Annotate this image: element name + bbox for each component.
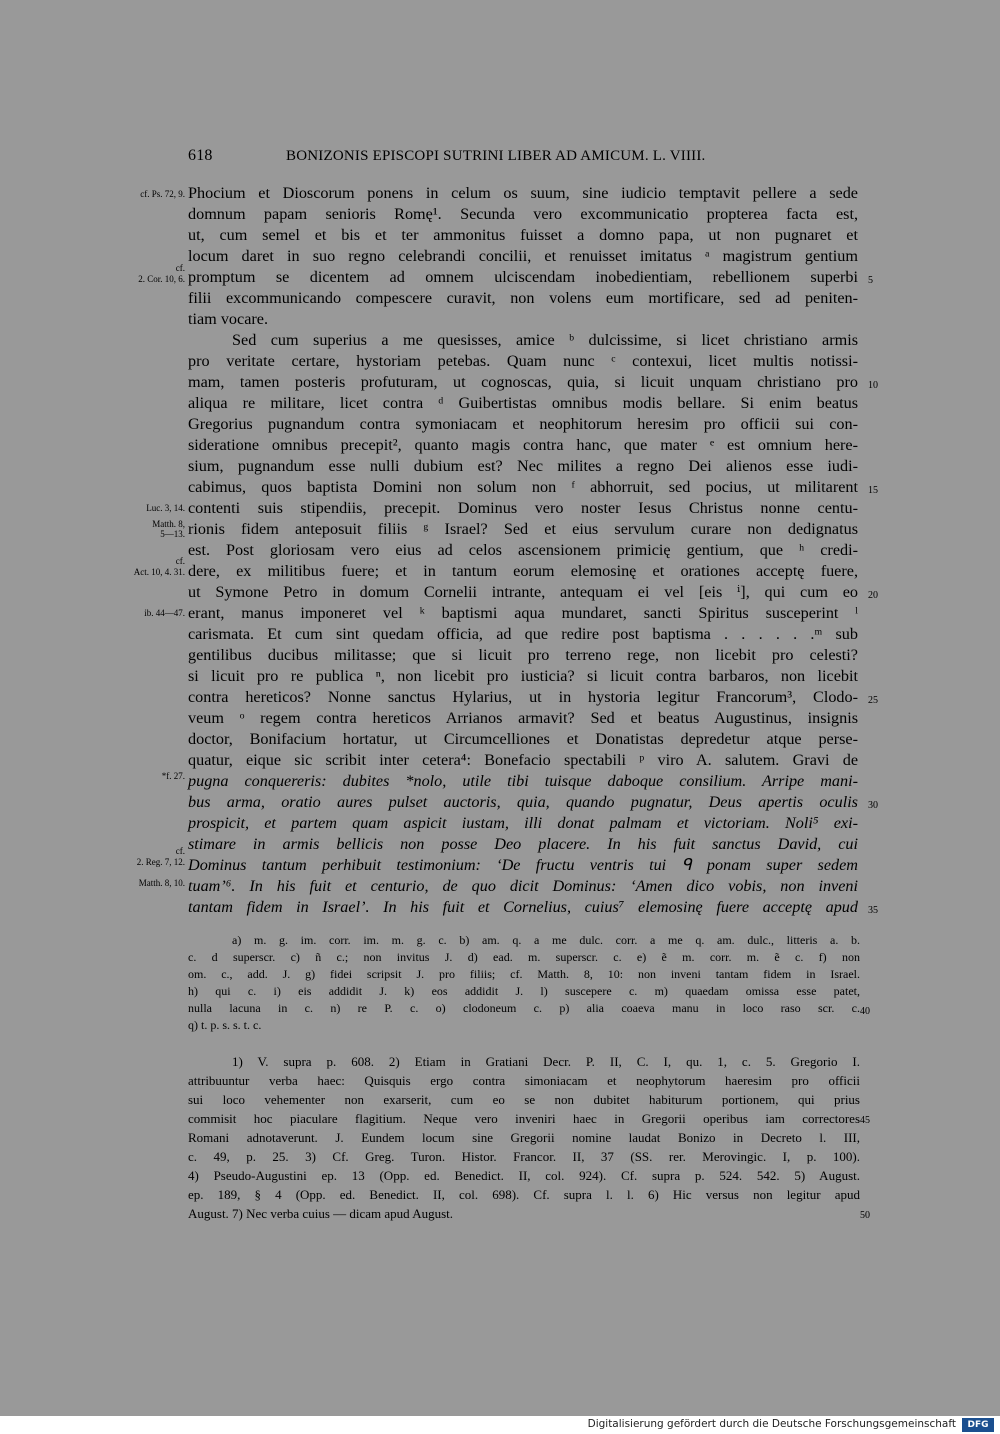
margin-note: Matth. 8, 10.: [138, 878, 185, 888]
text-line: carismata. Et cum sint quedam officia, ad que redire post baptisma . . . . . .ᵐ sub: [188, 625, 858, 643]
text-line: locum daret in suo regno celebrandi concilii, et renuisset imitatus ᵃ magistrum gentium: [188, 247, 858, 265]
page-number: 618: [188, 147, 213, 164]
text-line: promptum se dicentem ad omnem ulciscendam inobedientiam, rebellionem superbi: [188, 268, 858, 286]
footnote-line: August. 7) Nec verba cuius — dicam apud August.: [188, 1206, 454, 1221]
line-number: 45: [860, 1115, 870, 1126]
text-line: Gregorius pugnandum contra symoniacam et neophitorum heresim pro officii sui con-: [188, 415, 858, 433]
footnote-line: sui loco vehementer non exarserit, cum eo se non dubitet habiturum portionem, qui prius: [188, 1092, 860, 1107]
footnote-line: 4) Pseudo-Augustini ep. 13 (Opp. ed. Benedict. II, col. 924). Cf. supra p. 524. 542. 5) August.: [188, 1168, 860, 1183]
margin-note: 2. Cor. 10, 6.: [138, 274, 185, 284]
funding-credit: Digitalisierung gefördert durch die Deutsche Forschungsgemeinschaft: [587, 1418, 956, 1430]
text-line: gentilibus ducibus militasse; que si licuit pro terreno rege, non licebit pro celesti?: [188, 646, 858, 664]
text-line: aliqua re militare, licet contra ᵈ Guibertistas omnibus modis bellare. Si enim beatus: [188, 394, 858, 412]
text-line: Dominus tantum perhibuit testimonium: ‘De fructu ventris tui ᑫ ponam super sedem: [188, 856, 858, 874]
margin-note: Luc. 3, 14.: [146, 503, 185, 513]
margin-note: cf.: [175, 556, 185, 566]
footnote-line: Romani adnotaverunt. J. Eundem locum sine Gregorii nomine laudat Bonizo in Decreto l. III,: [188, 1130, 860, 1145]
text-line: quatur, eique sic scribit inter cetera⁴: Bonefacio spectabili ᵖ viro A. salutem. Gravi de: [188, 751, 858, 769]
text-line: veum ᵒ regem contra hereticos Arrianos armavit? Sed et beatus Augustinus, insignis: [188, 709, 858, 727]
margin-note: Matth. 8,: [152, 519, 185, 529]
margin-note: cf.: [175, 263, 185, 273]
footnote-line: c. 49, p. 25. 3) Cf. Greg. Turon. Histor. Francor. II, 37 (SS. rer. Merovingic. I, p. 100).: [188, 1149, 860, 1164]
text-line: doctor, Bonifacium hortatur, ut Circumcelliones et Donatistas depredetur atque perse-: [188, 730, 858, 748]
text-line: si licuit pro re publica ⁿ, non licebit pro iusticia? si licuit contra barbaros, non licebit: [188, 667, 858, 685]
line-number: 50: [860, 1210, 870, 1221]
line-number: 30: [868, 800, 878, 811]
apparatus-line: c. d superscr. c) ñ c.; non invitus J. d) ead. m. superscr. c. e) ẽ m. corr. m. ẽ c. f) non: [188, 950, 860, 964]
margin-note: *f. 27.: [161, 771, 185, 781]
footnote-line: attribuuntur verba haec: Quisquis ergo contra simoniacam et neophytorum haeresim pro officii: [188, 1073, 860, 1088]
apparatus-line: q) t. p. s. s. t. c.: [188, 1018, 262, 1032]
line-number: 5: [868, 275, 873, 286]
text-line: Phocium et Dioscorum ponens in celum os suum, sine iudicio temptavit pellere a sede: [188, 184, 858, 202]
apparatus-line: h) qui c. i) eis addidit J. k) eos addidit J. l) suscepere c. m) quaedam omissa esse patet,: [188, 984, 860, 998]
text-line: mam, tamen posteris profuturam, ut cognoscas, quia, si licuit unquam christiano pro: [188, 373, 858, 391]
line-number: 10: [868, 380, 878, 391]
text-line: est. Post gloriosam vero eius ad celos ascensionem primicię gentium, que ʰ credi-: [188, 541, 858, 559]
footnote-line: ep. 189, § 4 (Opp. ed. Benedict. II, col. 698). Cf. supra l. l. 6) Hic versus non legitur apud: [188, 1187, 860, 1202]
running-title: BONIZONIS EPISCOPI SUTRINI LIBER AD AMICUM. L. VIIII.: [286, 148, 706, 164]
margin-note: 2. Reg. 7, 12.: [136, 857, 185, 867]
apparatus-line: om. c., add. J. g) fidei scripsit J. pro filiis; cf. Matth. 8, 10: non inveni tantam fidem in Israel.: [188, 967, 860, 981]
text-line: sideratione omnibus precepit², quanto magis contra hanc, que mater ᵉ est omnium here-: [188, 436, 858, 454]
digitization-footer: [0, 1416, 1000, 1434]
margin-note: 5—13.: [160, 529, 185, 539]
footnote-line: 1) V. supra p. 608. 2) Etiam in Gratiani Decr. P. II, C. I, qu. 1, c. 5. Gregorio I.: [232, 1054, 860, 1069]
text-line: rionis fidem anteposuit filiis ᵍ Israel? Sed et eius servulum curare non dedignatus: [188, 520, 858, 538]
line-number: 35: [868, 905, 878, 916]
margin-note: ib. 44—47.: [144, 608, 185, 618]
line-number: 40: [860, 1006, 870, 1017]
text-line: stimare in armis bellicis non posse Deo placere. In his fuit sanctus David, cui: [188, 835, 858, 853]
text-line: pugna conquereris: dubites *nolo, utile tibi tuisque daboque consilium. Arripe mani-: [188, 772, 858, 790]
text-line: cabimus, quos baptista Domini non solum non ᶠ abhorruit, sed pocius, ut militarent: [188, 478, 858, 496]
margin-note: cf.: [175, 846, 185, 856]
line-number: 15: [868, 485, 878, 496]
apparatus-line: a) m. g. im. corr. im. m. g. c. b) am. q. a me dulc. corr. a me q. am. dulc., litteris a. b.: [232, 933, 860, 947]
text-line: filii excommunicando compescere curavit, non volens eum mortificare, sed ad peniten-: [188, 289, 858, 307]
text-line: pro veritate certare, hystoriam petebas. Quam nunc ᶜ contexui, licet multis notissi-: [188, 352, 858, 370]
text-line: prospicit, et partem quam aspicit iustam, illi donat palmam et victoriam. Noli⁵ exi-: [188, 814, 858, 832]
footnote-line: commisit hoc piaculare flagitium. Neque vero inveniri haec in Gregorii operibus iam correctores: [188, 1111, 860, 1126]
text-line: contenti suis stipendiis, precepit. Dominus vero noster Iesus Christus nonne centu-: [188, 499, 858, 517]
line-number: 20: [868, 590, 878, 601]
margin-note: cf. Ps. 72, 9.: [140, 189, 185, 199]
text-line: Sed cum superius a me quesisses, amice ᵇ dulcissime, si licet christiano armis: [232, 331, 858, 349]
text-line: sium, pugnandum esse nulli dubium est? Nec milites a regno Dei alienos esse iudi-: [188, 457, 858, 475]
text-line: tiam vocare.: [188, 310, 268, 328]
text-line: domnum papam senioris Romę¹. Secunda vero excommunicatio propterea facta est,: [188, 205, 858, 223]
text-line: tantam fidem in Israel’. In his fuit et Cornelius, cuius⁷ elemosinę fuere acceptę apud: [188, 898, 858, 916]
text-line: dere, ex militibus fuere; et in tantum eorum elemosinę et orationes acceptę fuere,: [188, 562, 858, 580]
text-line: ut, cum semel et bis et ter ammonitus fuisset a domno papa, ut non pugnaret et: [188, 226, 858, 244]
text-line: bus arma, oratio aures pulset auctoris, quia, quando pugnatur, Deus apertis oculis: [188, 793, 858, 811]
apparatus-line: nulla lacuna in c. n) re P. c. o) clodoneum c. p) alia coaeva manu in loco raso scr. c.: [188, 1001, 860, 1015]
text-line: ut Symone Petro in domum Cornelii intrante, antequam ei vel [eis ⁱ], qui cum eo: [188, 583, 858, 601]
text-line: tuam’⁶. In his fuit et centurio, de quo dicit Dominus: ‘Amen dico vobis, non inveni: [188, 877, 858, 895]
line-number: 25: [868, 695, 878, 706]
margin-note: Act. 10, 4. 31.: [133, 567, 185, 577]
text-line: erant, manus imponeret vel ᵏ baptismi aqua mundaret, sancti Spiritus susceperint ˡ: [188, 604, 858, 622]
text-line: contra hereticos? Nonne sanctus Hylarius, ut in hystoria legitur Francorum³, Clodo-: [188, 688, 858, 706]
dfg-logo-icon: DFG: [962, 1418, 994, 1432]
